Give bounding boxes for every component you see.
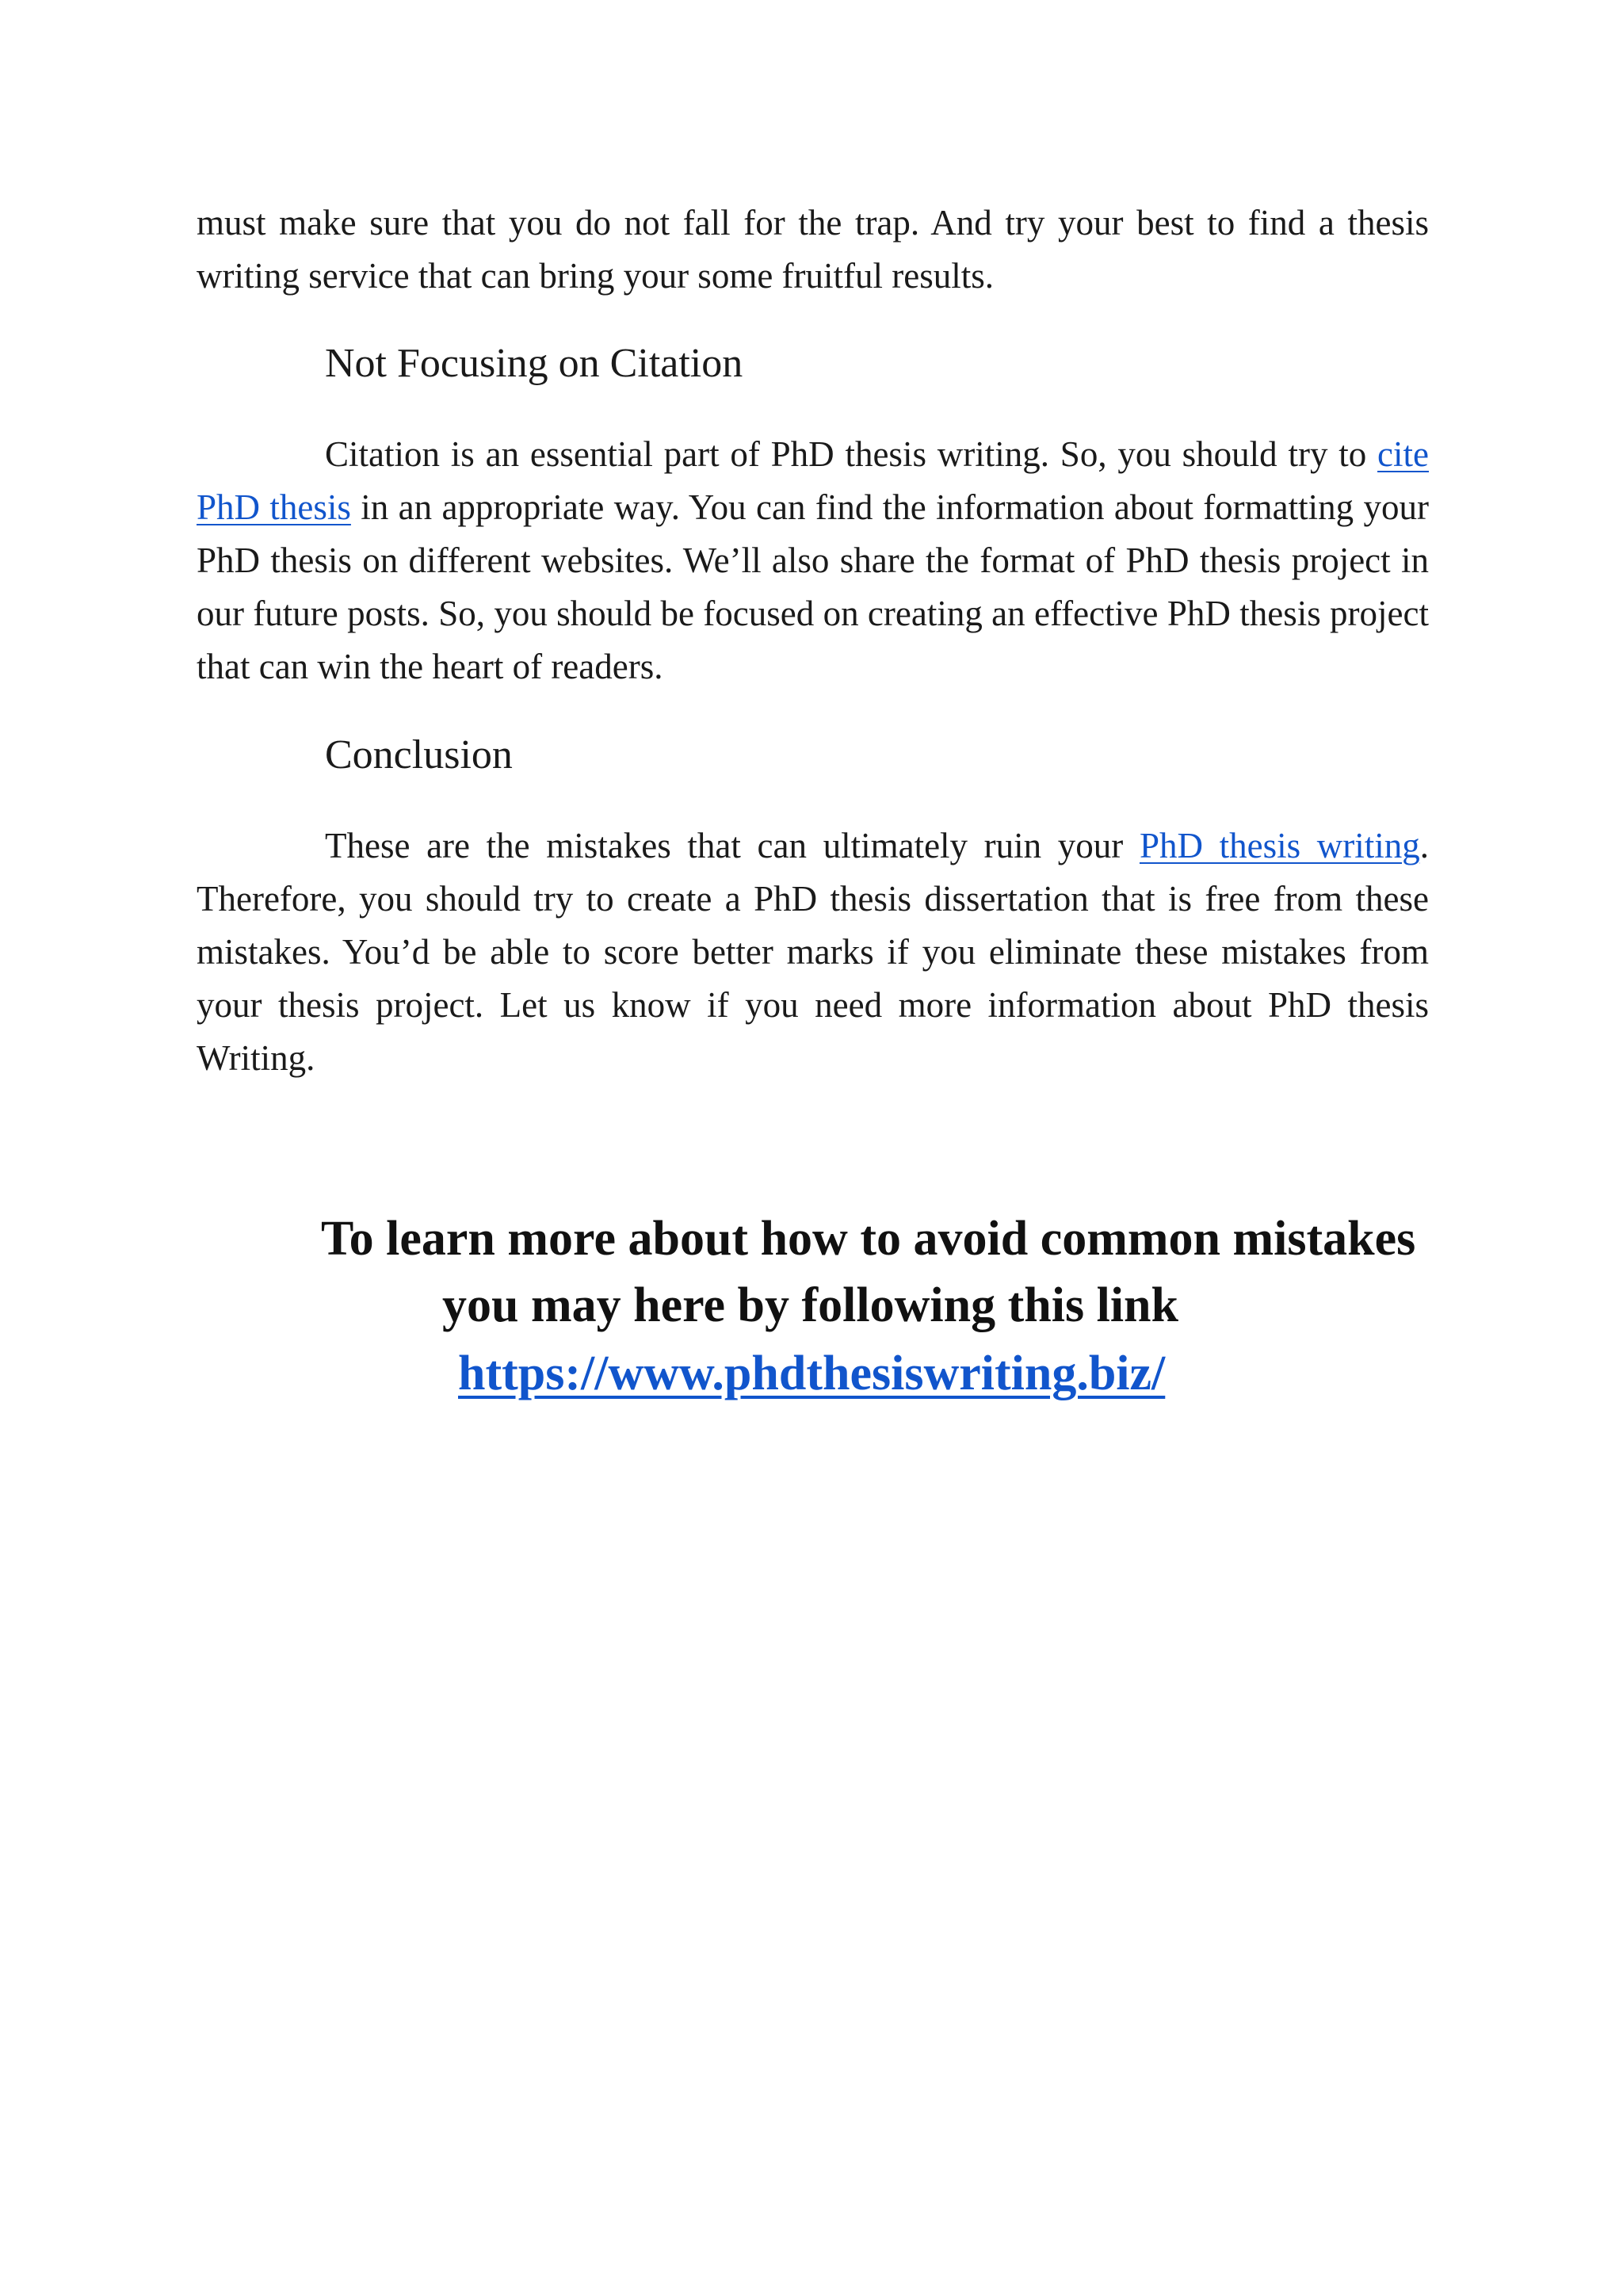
- intro-paragraph-text: must make sure that you do not fall for the trap. And try your best to find a thesis writing service that can bring your some fruitful results.: [197, 203, 1429, 296]
- cta-line-1: To learn more about how to avoid common mistakes: [321, 1212, 1416, 1266]
- phdthesiswriting-url-link[interactable]: https://www.phdthesiswriting.biz/: [458, 1347, 1166, 1400]
- cta-line-2: you may here by following this link: [442, 1278, 1179, 1332]
- cta-link-line: [458, 1339, 1165, 1408]
- citation-paragraph-lead: Citation is an essential part of PhD thesis writing. So, you should try to: [325, 434, 1378, 474]
- section-heading-conclusion: Conclusion: [325, 732, 513, 777]
- conclusion-paragraph-lead: These are the mistakes that can ultimately ruin your: [325, 826, 1140, 865]
- intro-paragraph: [197, 197, 1429, 303]
- section-heading-citation: Not Focusing on Citation: [325, 341, 743, 386]
- phd-thesis-writing-link[interactable]: PhD thesis writing: [1139, 826, 1420, 865]
- conclusion-paragraph: [197, 819, 1429, 1085]
- cite-phd-thesis-link[interactable]: cite PhD thesis: [197, 434, 1429, 527]
- citation-paragraph-tail: in an appropriate way. You can find the information about formatting your PhD thesis on different websites. We’ll also share the format of PhD thesis project in our future posts. So, you should be focused on creating an effective PhD thesis project that can win the heart of readers.: [197, 487, 1429, 686]
- citation-paragraph: [197, 428, 1429, 693]
- conclusion-paragraph-tail: . Therefore, you should try to create a PhD thesis dissertation that is free from these mistakes. You’d be able to score better marks if you eliminate these mistakes from your thesis project. Let us know if you need more information about PhD thesis Writing.: [197, 826, 1429, 1078]
